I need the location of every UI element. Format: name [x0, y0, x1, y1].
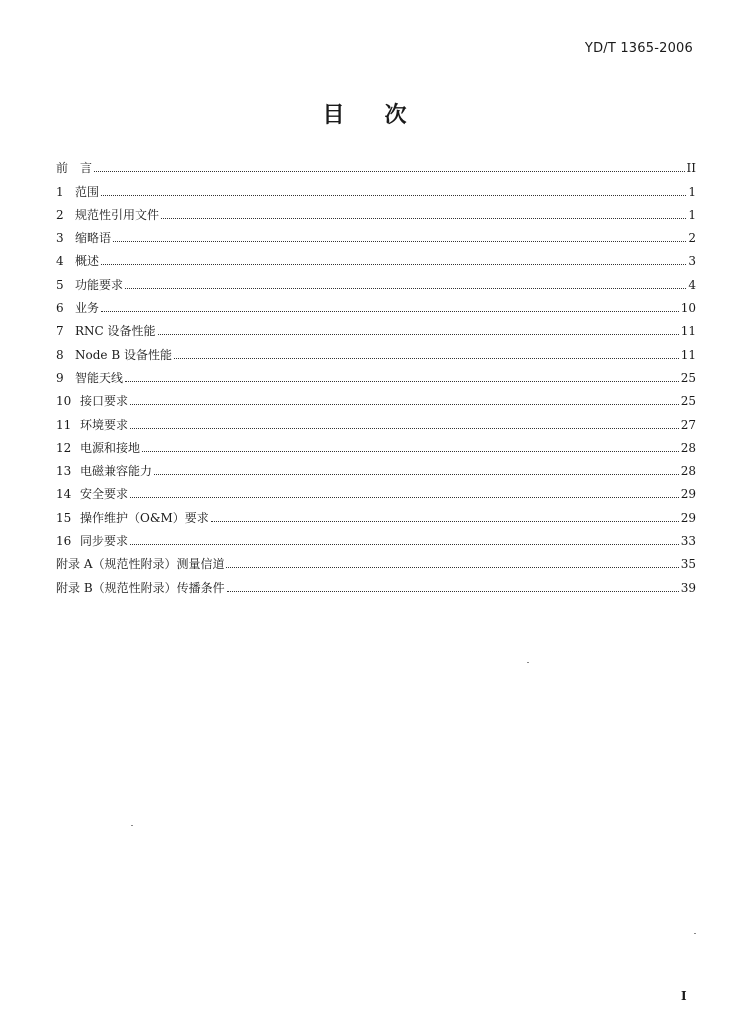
toc-entry-1[interactable] [56, 175, 696, 198]
dot-leader [142, 451, 679, 452]
toc-entry-9[interactable] [56, 362, 696, 385]
toc-entry-8[interactable] [56, 338, 696, 361]
toc-entry-6[interactable] [56, 292, 696, 315]
scan-speck [694, 933, 696, 934]
toc-number: 6 [56, 301, 64, 316]
table-of-contents [56, 152, 696, 595]
toc-entry-foreword[interactable] [56, 152, 696, 175]
toc-number: 1 [56, 184, 64, 199]
toc-number: 5 [56, 277, 64, 292]
toc-label: Node B 设备性能 [75, 347, 172, 362]
dot-leader [101, 264, 686, 265]
toc-page-number: 39 [680, 580, 696, 595]
dot-leader [113, 241, 686, 242]
toc-page-number: 1 [688, 207, 696, 222]
toc-entry-4[interactable] [56, 245, 696, 268]
toc-page-number: 35 [680, 557, 696, 572]
toc-label: 附录 A（规范性附录）测量信道 [56, 557, 225, 572]
page-folio: I [681, 989, 687, 1003]
toc-page-number: 33 [680, 534, 696, 549]
toc-label: 业务 [75, 301, 100, 316]
toc-page-number: II [686, 161, 696, 176]
toc-page-number: 1 [688, 184, 696, 199]
toc-label: 安全要求 [80, 487, 129, 502]
toc-label: 同步要求 [80, 534, 129, 549]
toc-number: 16 [56, 534, 72, 549]
dot-leader [226, 567, 678, 568]
toc-page-number: 4 [688, 277, 696, 292]
toc-page-number: 28 [680, 464, 696, 479]
toc-entry-11[interactable] [56, 408, 696, 431]
toc-label: 环境要求 [80, 417, 129, 432]
dot-leader [158, 334, 679, 335]
dot-leader [101, 311, 679, 312]
dot-leader [130, 544, 679, 545]
toc-page-number: 10 [680, 301, 696, 316]
dot-leader [174, 358, 679, 359]
toc-number: 15 [56, 510, 72, 525]
toc-entry-16[interactable] [56, 525, 696, 548]
toc-number: 2 [56, 207, 64, 222]
toc-label: 操作维护（O&M）要求 [80, 510, 209, 525]
toc-entry-13[interactable] [56, 455, 696, 478]
toc-number: 12 [56, 440, 72, 455]
toc-entry-3[interactable] [56, 222, 696, 245]
dot-leader [130, 497, 679, 498]
toc-entry-12[interactable] [56, 432, 696, 455]
toc-label: 电磁兼容能力 [80, 464, 153, 479]
toc-page-number: 11 [680, 324, 696, 339]
toc-number: 9 [56, 370, 64, 385]
toc-label: 缩略语 [75, 231, 112, 246]
toc-page-number: 2 [688, 231, 696, 246]
dot-leader [161, 218, 686, 219]
toc-page-number: 11 [680, 347, 696, 362]
dot-leader [125, 288, 686, 289]
toc-page-number: 25 [680, 394, 696, 409]
toc-page-number: 3 [688, 254, 696, 269]
toc-label: 规范性引用文件 [75, 207, 160, 222]
toc-number: 11 [56, 417, 72, 432]
toc-entry-2[interactable] [56, 199, 696, 222]
toc-entry-5[interactable] [56, 268, 696, 291]
title-char-2: 次 [384, 103, 411, 128]
toc-number: 8 [56, 347, 64, 362]
toc-page-number: 29 [680, 510, 696, 525]
dot-leader [94, 171, 685, 172]
toc-entry-annex-a[interactable] [56, 548, 696, 571]
dot-leader [130, 404, 679, 405]
dot-leader [130, 428, 679, 429]
toc-entry-7[interactable] [56, 315, 696, 338]
title-char-1: 目 [322, 103, 349, 128]
toc-entry-10[interactable] [56, 385, 696, 408]
dot-leader [154, 474, 679, 475]
dot-leader [227, 591, 679, 592]
toc-entry-14[interactable] [56, 478, 696, 501]
dot-leader [211, 521, 679, 522]
toc-page-number: 25 [680, 370, 696, 385]
toc-label: 功能要求 [75, 277, 124, 292]
toc-label: 智能天线 [75, 370, 124, 385]
toc-entry-15[interactable] [56, 501, 696, 524]
toc-number: 7 [56, 324, 64, 339]
toc-number: 4 [56, 254, 64, 269]
toc-number: 13 [56, 464, 72, 479]
toc-label: 电源和接地 [80, 440, 141, 455]
toc-number: 14 [56, 487, 72, 502]
toc-number: 3 [56, 231, 64, 246]
toc-page-number: 27 [680, 417, 696, 432]
scan-speck [131, 825, 133, 826]
standard-number: YD/T 1365-2006 [584, 41, 693, 56]
page-title [0, 98, 733, 129]
toc-label: 附录 B（规范性附录）传播条件 [56, 580, 225, 595]
toc-page-number: 29 [680, 487, 696, 502]
toc-page-number: 28 [680, 440, 696, 455]
toc-label: RNC 设备性能 [75, 324, 156, 339]
dot-leader [101, 195, 686, 196]
dot-leader [125, 381, 679, 382]
toc-label: 概述 [75, 254, 100, 269]
toc-number: 10 [56, 394, 72, 409]
toc-label: 范围 [75, 184, 100, 199]
toc-label: 接口要求 [80, 394, 129, 409]
toc-entry-annex-b[interactable] [56, 571, 696, 594]
scan-speck [527, 662, 529, 663]
toc-label: 前 言 [56, 161, 93, 176]
